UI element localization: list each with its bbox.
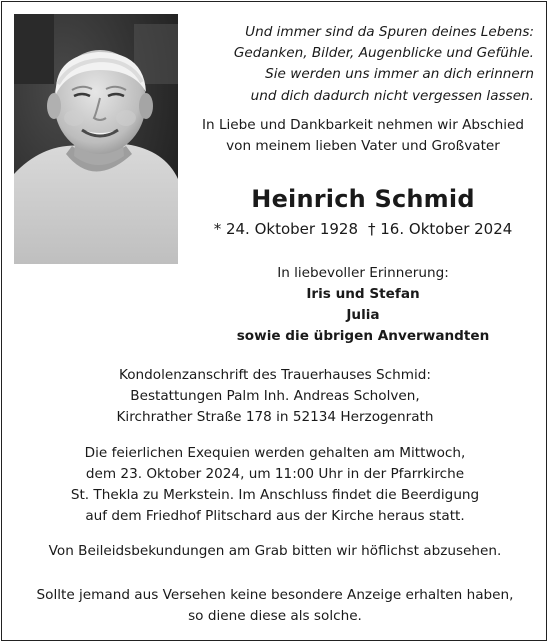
birth-date: * 24. Oktober 1928 xyxy=(213,220,358,238)
poem-line: Gedanken, Bilder, Augenblicke und Gefühle. xyxy=(233,45,534,62)
deceased-name: Heinrich Schmid xyxy=(251,185,475,213)
notice-disclaimer xyxy=(14,585,536,627)
memory-intro: In liebevoller Erinnerung: xyxy=(277,265,449,281)
farewell-line: von meinem lieben Vater und Großvater xyxy=(226,138,500,154)
service-line: auf dem Friedhof Plitschard aus der Kirche heraus statt. xyxy=(85,508,465,524)
condolence-line: Kondolenzanschrift des Trauerhauses Schmid: xyxy=(119,367,431,383)
death-date: † 16. Oktober 2024 xyxy=(368,220,513,238)
funeral-service-info xyxy=(14,443,536,527)
condolence-address xyxy=(14,365,536,428)
mourner-name: Iris und Stefan xyxy=(306,286,420,302)
condolence-line: Kirchrather Straße 178 in 52134 Herzogenrath xyxy=(116,409,434,425)
farewell-text xyxy=(190,115,536,157)
service-line: Die feierlichen Exequien werden gehalten am Mittwoch, xyxy=(84,445,466,461)
poem-line: Sie werden uns immer an dich erinnern xyxy=(265,66,534,83)
service-line: dem 23. Oktober 2024, um 11:00 Uhr in der Pfarrkirche xyxy=(85,466,465,482)
poem-line: und dich dadurch nicht vergessen lassen. xyxy=(250,87,534,104)
condolence-line: Bestattungen Palm Inh. Andreas Scholven, xyxy=(130,388,420,404)
condolence-request xyxy=(14,541,536,562)
disclaimer-line: so diene diese als solche. xyxy=(188,608,362,624)
request-line: Von Beileidsbekundungen am Grab bitten wir höflichst abzusehen. xyxy=(48,543,502,559)
service-line: St. Thekla zu Merkstein. Im Anschluss findet die Beerdigung xyxy=(70,487,480,503)
disclaimer-line: Sollte jemand aus Versehen keine besondere Anzeige erhalten haben, xyxy=(36,587,514,603)
memorial-poem xyxy=(204,22,534,107)
mourner-name: sowie die übrigen Anverwandten xyxy=(236,328,490,344)
farewell-line: In Liebe und Dankbarkeit nehmen wir Abschied xyxy=(202,117,524,133)
poem-line: Und immer sind da Spuren deines Lebens: xyxy=(245,24,534,40)
in-memory-section xyxy=(190,263,536,347)
mourner-name: Julia xyxy=(346,307,380,323)
life-dates xyxy=(190,220,536,238)
portrait-photo xyxy=(14,14,178,264)
